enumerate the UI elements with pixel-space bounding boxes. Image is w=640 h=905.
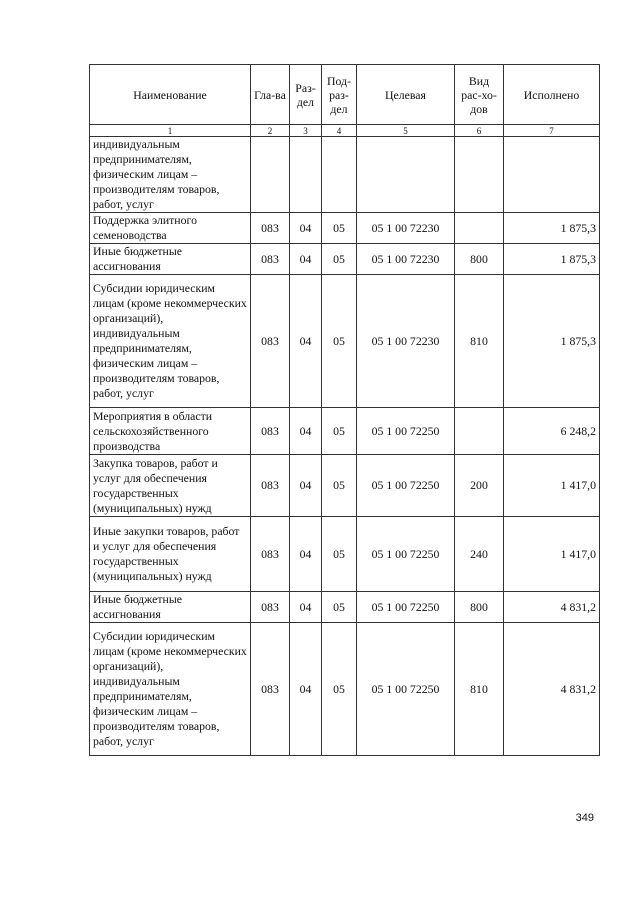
row-podrazdel: 05 bbox=[322, 592, 357, 623]
column-number: 5 bbox=[357, 125, 455, 137]
column-number-row bbox=[90, 125, 600, 137]
row-celevaya: 05 1 00 72250 bbox=[357, 592, 455, 623]
header-razdel: Раз-дел bbox=[290, 65, 322, 125]
row-ispolneno: 1 875,3 bbox=[504, 244, 600, 275]
row-celevaya: 05 1 00 72250 bbox=[357, 623, 455, 756]
row-ispolneno bbox=[504, 137, 600, 213]
row-razdel: 04 bbox=[290, 517, 322, 592]
row-podrazdel: 05 bbox=[322, 275, 357, 408]
row-razdel: 04 bbox=[290, 213, 322, 244]
row-name: Иные закупки товаров, работ и услуг для обеспечения государственных (муниципальных) нужд bbox=[90, 517, 251, 592]
row-razdel: 04 bbox=[290, 592, 322, 623]
row-podrazdel: 05 bbox=[322, 408, 357, 455]
row-glava: 083 bbox=[251, 455, 290, 517]
header-ispolneno: Исполнено bbox=[504, 65, 600, 125]
header-celevaya: Целевая bbox=[357, 65, 455, 125]
column-number: 2 bbox=[251, 125, 290, 137]
row-celevaya: 05 1 00 72250 bbox=[357, 455, 455, 517]
row-razdel: 04 bbox=[290, 408, 322, 455]
column-number: 6 bbox=[455, 125, 504, 137]
row-podrazdel: 05 bbox=[322, 213, 357, 244]
row-vid: 810 bbox=[455, 275, 504, 408]
row-vid: 240 bbox=[455, 517, 504, 592]
budget-table bbox=[89, 64, 600, 756]
row-name: Субсидии юридическим лицам (кроме некоммерческих организаций), индивидуальным предпринимателям, физическим лицам – производителям товаров, работ, услуг bbox=[90, 275, 251, 408]
row-celevaya: 05 1 00 72250 bbox=[357, 408, 455, 455]
row-glava: 083 bbox=[251, 213, 290, 244]
table-row bbox=[90, 455, 600, 517]
row-celevaya: 05 1 00 72250 bbox=[357, 517, 455, 592]
row-razdel: 04 bbox=[290, 623, 322, 756]
table-row bbox=[90, 623, 600, 756]
table-row bbox=[90, 244, 600, 275]
row-celevaya bbox=[357, 137, 455, 213]
row-glava: 083 bbox=[251, 244, 290, 275]
row-ispolneno: 6 248,2 bbox=[504, 408, 600, 455]
row-ispolneno: 1 875,3 bbox=[504, 275, 600, 408]
row-glava: 083 bbox=[251, 275, 290, 408]
row-name: индивидуальным предпринимателям, физическим лицам – производителям товаров, работ, услуг bbox=[90, 137, 251, 213]
row-vid: 800 bbox=[455, 592, 504, 623]
table-row bbox=[90, 592, 600, 623]
row-glava: 083 bbox=[251, 408, 290, 455]
row-celevaya: 05 1 00 72230 bbox=[357, 275, 455, 408]
row-glava: 083 bbox=[251, 517, 290, 592]
column-number: 4 bbox=[322, 125, 357, 137]
row-glava: 083 bbox=[251, 592, 290, 623]
page-number: 349 bbox=[575, 812, 594, 824]
row-vid: 800 bbox=[455, 244, 504, 275]
row-podrazdel: 05 bbox=[322, 244, 357, 275]
column-number: 3 bbox=[290, 125, 322, 137]
row-razdel: 04 bbox=[290, 275, 322, 408]
table-row bbox=[90, 408, 600, 455]
row-razdel bbox=[290, 137, 322, 213]
header-name: Наименование bbox=[90, 65, 251, 125]
row-name: Закупка товаров, работ и услуг для обеспечения государственных (муниципальных) нужд bbox=[90, 455, 251, 517]
row-vid: 200 bbox=[455, 455, 504, 517]
row-podrazdel bbox=[322, 137, 357, 213]
table-row bbox=[90, 275, 600, 408]
row-name: Иные бюджетные ассигнования bbox=[90, 244, 251, 275]
row-ispolneno: 1 875,3 bbox=[504, 213, 600, 244]
header-podrazdel: Под-раз-дел bbox=[322, 65, 357, 125]
row-razdel: 04 bbox=[290, 244, 322, 275]
table-row bbox=[90, 517, 600, 592]
row-glava: 083 bbox=[251, 623, 290, 756]
row-celevaya: 05 1 00 72230 bbox=[357, 213, 455, 244]
header-vid: Вид рас-хо-дов bbox=[455, 65, 504, 125]
row-name: Иные бюджетные ассигнования bbox=[90, 592, 251, 623]
row-name: Мероприятия в области сельскохозяйственного производства bbox=[90, 408, 251, 455]
row-vid bbox=[455, 213, 504, 244]
row-ispolneno: 4 831,2 bbox=[504, 623, 600, 756]
table-header-row bbox=[90, 65, 600, 125]
column-number: 7 bbox=[504, 125, 600, 137]
column-number: 1 bbox=[90, 125, 251, 137]
row-glava bbox=[251, 137, 290, 213]
row-celevaya: 05 1 00 72230 bbox=[357, 244, 455, 275]
row-name: Субсидии юридическим лицам (кроме некоммерческих организаций), индивидуальным предпринимателям, физическим лицам – производителям товаров, работ, услуг bbox=[90, 623, 251, 756]
row-podrazdel: 05 bbox=[322, 455, 357, 517]
table-row bbox=[90, 137, 600, 213]
row-ispolneno: 1 417,0 bbox=[504, 455, 600, 517]
row-vid bbox=[455, 408, 504, 455]
row-vid: 810 bbox=[455, 623, 504, 756]
header-glava: Гла-ва bbox=[251, 65, 290, 125]
row-vid bbox=[455, 137, 504, 213]
row-podrazdel: 05 bbox=[322, 517, 357, 592]
row-name: Поддержка элитного семеноводства bbox=[90, 213, 251, 244]
table-row bbox=[90, 213, 600, 244]
row-ispolneno: 1 417,0 bbox=[504, 517, 600, 592]
row-razdel: 04 bbox=[290, 455, 322, 517]
row-ispolneno: 4 831,2 bbox=[504, 592, 600, 623]
row-podrazdel: 05 bbox=[322, 623, 357, 756]
